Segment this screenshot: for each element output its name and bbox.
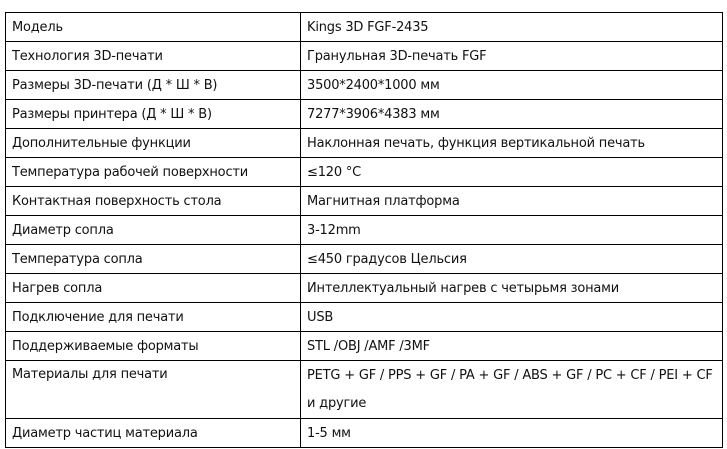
row-value: Гранульная 3D-печать FGF	[301, 42, 723, 71]
row-value: Интеллектуальный нагрев с четырьмя зонами	[301, 274, 723, 303]
row-label: Модель	[6, 13, 301, 42]
row-label: Размеры принтера (Д * Ш * В)	[6, 100, 301, 129]
table-row-bed-surface	[6, 187, 723, 216]
table-row-nozzle-heating	[6, 274, 723, 303]
row-label: Материалы для печати	[6, 361, 301, 419]
row-value: ≤120 °C	[301, 158, 723, 187]
table-row-bed-temperature	[6, 158, 723, 187]
row-label: Контактная поверхность стола	[6, 187, 301, 216]
row-value: STL /OBJ /AMF /3MF	[301, 332, 723, 361]
row-label: Диаметр частиц материала	[6, 419, 301, 448]
row-value: 3500*2400*1000 мм	[301, 71, 723, 100]
row-label: Технология 3D-печати	[6, 42, 301, 71]
table-row-nozzle-diameter	[6, 216, 723, 245]
row-value: Kings 3D FGF-2435	[301, 13, 723, 42]
table-row-formats	[6, 332, 723, 361]
table-row-extra-functions	[6, 129, 723, 158]
row-value: PETG + GF / PPS + GF / PA + GF / ABS + GF / PC + CF / PEI + CF и другие	[301, 361, 723, 419]
row-value: ≤450 градусов Цельсия	[301, 245, 723, 274]
row-value: USB	[301, 303, 723, 332]
table-row-printer-size	[6, 100, 723, 129]
row-value: Магнитная платформа	[301, 187, 723, 216]
row-label: Подключение для печати	[6, 303, 301, 332]
row-value: 3-12mm	[301, 216, 723, 245]
row-label: Дополнительные функции	[6, 129, 301, 158]
row-label: Температура сопла	[6, 245, 301, 274]
row-value: 1-5 мм	[301, 419, 723, 448]
row-value: Наклонная печать, функция вертикальной печать	[301, 129, 723, 158]
table-row-technology	[6, 42, 723, 71]
table-row-connection	[6, 303, 723, 332]
table-row-print-size	[6, 71, 723, 100]
specifications-table	[5, 12, 723, 448]
row-value: 7277*3906*4383 мм	[301, 100, 723, 129]
row-label: Поддерживаемые форматы	[6, 332, 301, 361]
table-row-particle-diameter	[6, 419, 723, 448]
table-row-materials	[6, 361, 723, 419]
row-label: Нагрев сопла	[6, 274, 301, 303]
row-label: Температура рабочей поверхности	[6, 158, 301, 187]
table-row-model	[6, 13, 723, 42]
row-label: Диаметр сопла	[6, 216, 301, 245]
table-row-nozzle-temperature	[6, 245, 723, 274]
row-label: Размеры 3D-печати (Д * Ш * В)	[6, 71, 301, 100]
